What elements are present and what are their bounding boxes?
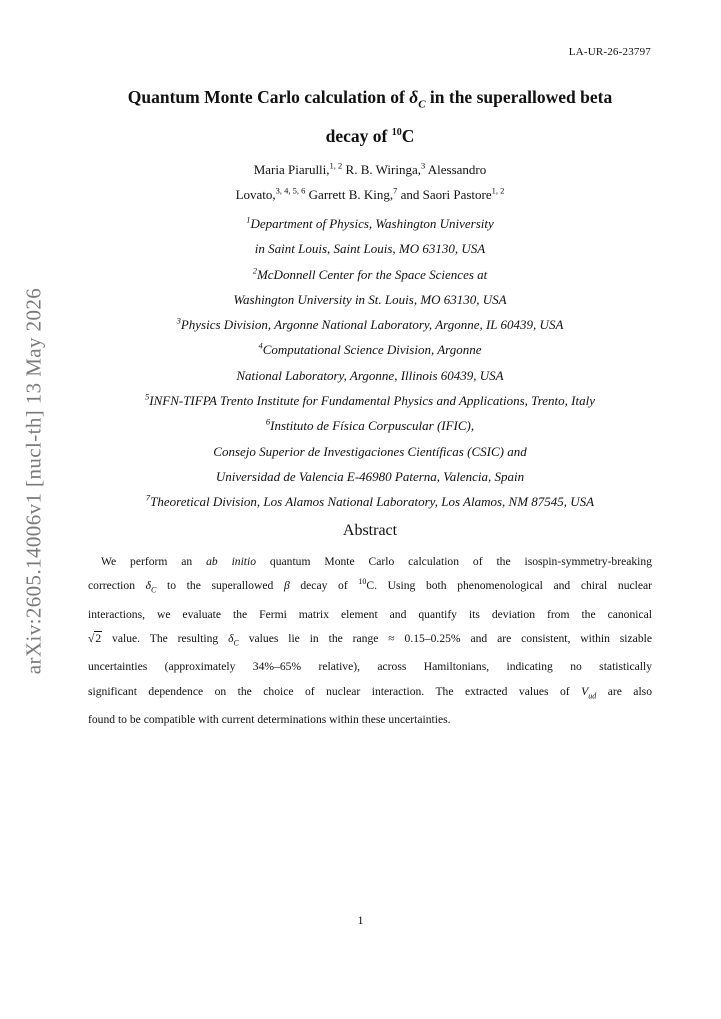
abstract-line-1 — [88, 550, 652, 574]
author-affil-sup: 7 — [393, 185, 398, 196]
author-line-2 — [100, 182, 640, 207]
abstract-line-3: interactions, we evaluate the Fermi matrix element and quantify its deviation from the canonical — [88, 607, 652, 621]
author-name: Lovato, — [235, 187, 276, 202]
affiliation-line — [70, 337, 670, 362]
paper-title — [80, 82, 660, 152]
affiliation-text: McDonnell Center for the Space Sciences at — [256, 266, 488, 282]
vud-subscript: ud — [588, 690, 597, 700]
affiliation-line — [70, 211, 670, 236]
affiliation-sup: 1 — [246, 214, 251, 225]
title-text: C — [401, 125, 415, 146]
delta-symbol: δ — [145, 579, 152, 593]
sqrt-argument: 2 — [95, 631, 102, 645]
delta-subscript: C — [233, 638, 239, 648]
abstract-text: are also — [596, 684, 652, 698]
sqrt-expression — [88, 627, 102, 651]
abstract-text: to the superallowed — [156, 579, 284, 593]
delta-subscript: C — [151, 585, 157, 595]
affiliation-line — [70, 287, 670, 312]
abstract-line-4 — [88, 627, 652, 656]
author-name: Alessandro — [425, 162, 487, 177]
abstract-text: correction — [88, 579, 146, 593]
abstract-text: We perform an — [101, 555, 207, 568]
affiliation-line — [70, 439, 670, 464]
report-number: LA-UR-26-23797 — [568, 46, 651, 58]
affiliation-line — [70, 262, 670, 287]
affiliation-text: in Saint Louis, Saint Louis, MO 63130, USA — [254, 241, 486, 257]
affiliation-line — [70, 489, 670, 514]
abstract-text: significant dependence on the choice of nuclear interaction. The extracted values of — [88, 684, 582, 698]
title-text: in the superallowed beta — [425, 87, 613, 107]
mass-number: 10 — [391, 126, 402, 138]
affiliation-text: Instituto de Física Corpuscular (IFIC), — [270, 418, 475, 434]
abstract-line-5: uncertainties (approximately 34%–65% relative), across Hamiltonians, indicating no statistically — [88, 660, 652, 674]
affiliation-sup: 5 — [145, 391, 150, 402]
title-text: Quantum Monte Carlo calculation of — [127, 87, 410, 107]
abstract-line-2 — [88, 574, 652, 603]
author-name: and Saori Pastore — [397, 187, 492, 202]
affiliation-text: Consejo Superior de Investigaciones Científicas (CSIC) and — [213, 443, 527, 459]
abstract-emphasis: ab initio — [206, 555, 257, 568]
author-affil-sup: 1, 2 — [329, 160, 343, 171]
mass-number: 10 — [358, 577, 367, 587]
affiliation-line — [70, 312, 670, 337]
abstract-body — [88, 550, 652, 732]
delta-symbol: δ — [228, 631, 234, 645]
affiliation-text: INFN-TIFPA Trento Institute for Fundamental Physics and Applications, Trento, Italy — [149, 393, 595, 409]
title-line-2 — [80, 121, 660, 152]
affiliation-text: Physics Division, Argonne National Laboratory, Argonne, IL 60439, USA — [180, 317, 564, 333]
affiliation-text: Department of Physics, Washington University — [250, 216, 494, 231]
affiliation-text: Universidad de Valencia E-46980 Paterna, Valencia, Spain — [215, 468, 525, 484]
abstract-text: decay of — [289, 579, 359, 593]
affiliation-sup: 4 — [258, 341, 263, 352]
vud-symbol: V — [581, 684, 589, 698]
abstract-text: C. Using both phenomenological and chiral nuclear — [366, 579, 653, 593]
abstract-line-6 — [88, 680, 652, 709]
affiliation-sup: 6 — [265, 417, 271, 428]
arxiv-stamp: arXiv:2605.14006v1 [nucl-th] 13 May 2026 — [21, 287, 46, 675]
delta-subscript: C — [418, 98, 426, 111]
author-name: R. B. Wiringa, — [342, 162, 421, 177]
abstract-heading: Abstract — [342, 522, 398, 539]
delta-symbol: δ — [409, 87, 419, 107]
affiliation-line — [70, 413, 670, 438]
affiliation-text: National Laboratory, Argonne, Illinois 60439, USA — [236, 367, 504, 383]
affiliation-sup: 7 — [145, 492, 151, 503]
affiliation-text: Washington University in St. Louis, MO 63130, USA — [233, 291, 507, 307]
title-text: decay of — [325, 125, 392, 146]
abstract-text: values lie in the range ≈ 0.15–0.25% and are consistent, within sizable — [238, 631, 652, 645]
affiliation-text: Theoretical Division, Los Alamos National Laboratory, Los Alamos, NM 87545, USA — [150, 494, 595, 510]
author-name: Maria Piarulli, — [253, 162, 330, 177]
affiliation-sup: 3 — [176, 315, 181, 326]
beta-symbol: β — [283, 579, 290, 593]
affiliation-line — [70, 464, 670, 489]
sqrt-symbol: √ — [88, 631, 95, 645]
abstract-text: value. The resulting — [102, 631, 229, 645]
title-line-1 — [80, 82, 660, 121]
page-number: 1 — [357, 913, 364, 927]
author-affil-sup: 3 — [420, 160, 426, 171]
author-affil-sup: 3, 4, 5, 6 — [275, 185, 306, 196]
abstract-line-7: found to be compatible with current determinations within these uncertainties. — [88, 713, 451, 727]
affiliation-line — [70, 363, 670, 388]
affiliation-line — [70, 388, 670, 413]
affiliation-line — [70, 236, 670, 261]
author-affil-sup: 1, 2 — [491, 185, 505, 196]
affiliation-list — [70, 211, 670, 515]
affiliation-text: Computational Science Division, Argonne — [262, 342, 482, 358]
affiliation-sup: 2 — [252, 265, 257, 276]
author-name: Garrett B. King, — [305, 187, 394, 202]
author-list — [100, 157, 640, 207]
abstract-text: quantum Monte Carlo calculation of the isospin-symmetry-breaking — [256, 555, 652, 568]
author-line-1 — [100, 157, 640, 182]
